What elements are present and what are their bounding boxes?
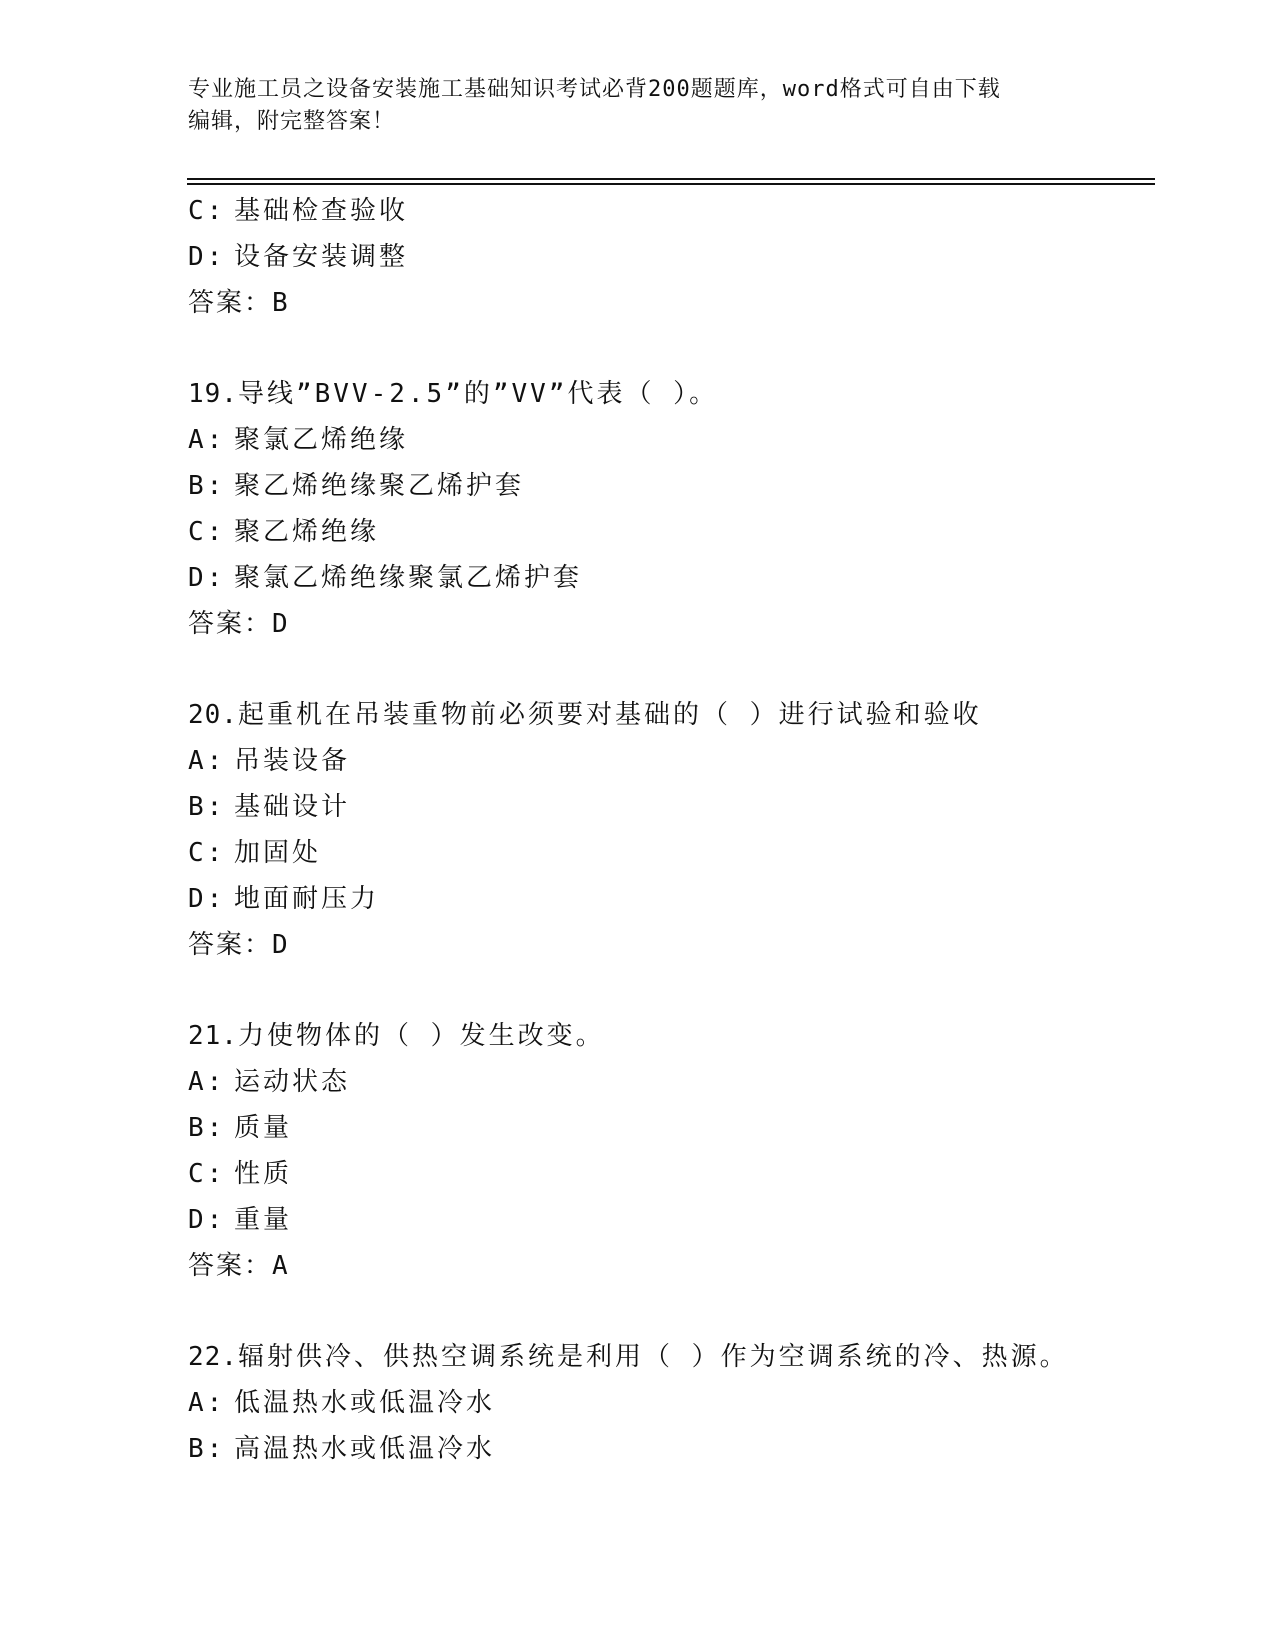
option-text: 运动状态 <box>234 1067 351 1097</box>
option-text: 聚乙烯绝缘聚乙烯护套 <box>234 471 525 501</box>
option-text: 高温热水或低温冷水 <box>234 1434 496 1464</box>
answer-line: 答案：A <box>188 1251 290 1281</box>
option-key: A: <box>188 746 226 776</box>
option-key: A: <box>188 1388 226 1418</box>
question-stem <box>188 1334 1148 1380</box>
option-text: 重量 <box>234 1205 293 1235</box>
option-text: 设备安装调整 <box>234 242 409 272</box>
question-stem <box>188 1013 1148 1059</box>
question-number: 20. <box>188 700 238 730</box>
option-key: B: <box>188 471 226 501</box>
option-text: 加固处 <box>234 838 322 868</box>
option-a <box>188 1380 1148 1426</box>
option-key: C: <box>188 517 226 547</box>
option-text: 性质 <box>234 1159 293 1189</box>
option-text: 基础设计 <box>234 792 351 822</box>
option-d <box>188 876 1148 922</box>
header-rule-top <box>187 178 1155 180</box>
spacer <box>188 647 1148 692</box>
option-text: 吊装设备 <box>234 746 351 776</box>
option-a <box>188 1059 1148 1105</box>
question-number: 22. <box>188 1342 238 1372</box>
option-a <box>188 417 1148 463</box>
option-b <box>188 1426 1148 1472</box>
question-20 <box>188 692 1148 968</box>
option-text: 地面耐压力 <box>234 884 380 914</box>
option-d <box>188 234 1148 280</box>
option-d <box>188 555 1148 601</box>
partial-question <box>188 188 1148 326</box>
option-key: D: <box>188 242 226 272</box>
option-key: C: <box>188 196 226 226</box>
option-a <box>188 738 1148 784</box>
question-text: 力使物体的（ ）发生改变。 <box>237 1021 605 1051</box>
option-b <box>188 784 1148 830</box>
document-body <box>188 188 1148 1472</box>
option-c <box>188 188 1148 234</box>
question-22 <box>188 1334 1148 1472</box>
option-key: B: <box>188 1113 226 1143</box>
question-21 <box>188 1013 1148 1289</box>
option-key: B: <box>188 792 226 822</box>
option-key: A: <box>188 1067 226 1097</box>
question-stem <box>188 371 1148 417</box>
header-rule-bottom <box>187 183 1155 185</box>
question-text: 辐射供冷、供热空调系统是利用（ ）作为空调系统的冷、热源。 <box>237 1342 1069 1372</box>
option-key: A: <box>188 425 226 455</box>
option-key: C: <box>188 838 226 868</box>
spacer <box>188 1289 1148 1334</box>
option-key: D: <box>188 884 226 914</box>
option-text: 低温热水或低温冷水 <box>234 1388 496 1418</box>
answer-line: 答案：D <box>188 609 290 639</box>
spacer <box>188 968 1148 1013</box>
option-text: 聚氯乙烯绝缘 <box>234 425 409 455</box>
spacer <box>188 326 1148 371</box>
document-header <box>188 74 1068 138</box>
question-number: 19. <box>188 379 238 409</box>
option-b <box>188 463 1148 509</box>
question-text: 起重机在吊装重物前必须要对基础的（ ）进行试验和验收 <box>237 700 982 730</box>
question-number: 21. <box>188 1021 238 1051</box>
option-key: D: <box>188 1205 226 1235</box>
question-text: 导线”BVV-2.5”的”VV”代表（ ）。 <box>237 379 719 409</box>
option-text: 质量 <box>234 1113 293 1143</box>
option-c <box>188 830 1148 876</box>
header-line-1: 专业施工员之设备安装施工基础知识考试必背200题题库，word格式可自由下载 <box>188 77 1001 102</box>
option-key: C: <box>188 1159 226 1189</box>
option-key: B: <box>188 1434 226 1464</box>
option-b <box>188 1105 1148 1151</box>
option-text: 基础检查验收 <box>234 196 409 226</box>
question-stem <box>188 692 1148 738</box>
option-key: D: <box>188 563 226 593</box>
answer-line: 答案：B <box>188 288 290 318</box>
option-c <box>188 1151 1148 1197</box>
option-text: 聚乙烯绝缘 <box>234 517 380 547</box>
question-19 <box>188 371 1148 647</box>
header-line-2: 编辑，附完整答案！ <box>188 109 396 134</box>
option-d <box>188 1197 1148 1243</box>
option-c <box>188 509 1148 555</box>
answer-line: 答案：D <box>188 930 290 960</box>
option-text: 聚氯乙烯绝缘聚氯乙烯护套 <box>234 563 583 593</box>
